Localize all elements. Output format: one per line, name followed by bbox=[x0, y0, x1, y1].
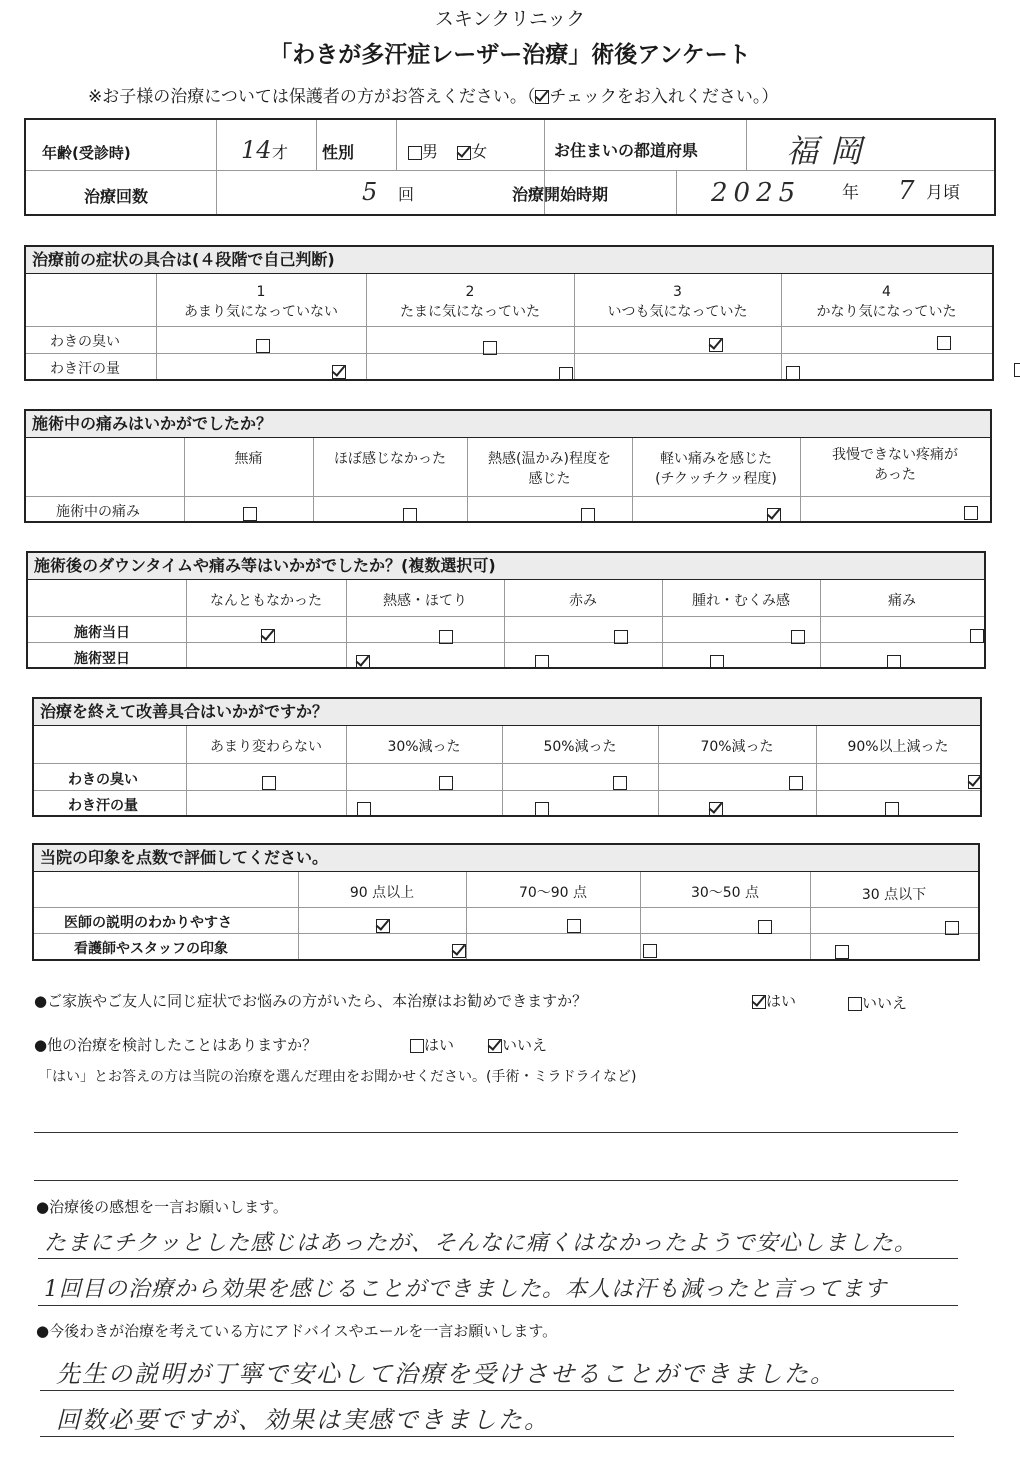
downtime-col2: 熱感・ほてり bbox=[383, 593, 467, 609]
pre-col4-label: かなり気になっていた bbox=[816, 304, 957, 320]
downtime-row-day1: 施術翌日 bbox=[74, 651, 130, 667]
rating-staff-3[interactable] bbox=[835, 945, 849, 959]
downtime-day0-5[interactable] bbox=[970, 629, 984, 643]
other-treatment-yes-checkbox[interactable] bbox=[410, 1039, 424, 1053]
pain-col5-a: 我慢できない疼痛が bbox=[832, 447, 958, 463]
improvement-col2: 30%減った bbox=[387, 739, 461, 755]
improvement-col5: 90%以上減った bbox=[847, 739, 949, 755]
pre-row-sweat: わき汗の量 bbox=[50, 361, 120, 377]
pre-col3-num: 3 bbox=[673, 284, 682, 300]
other-treatment-no-label: いいえ bbox=[502, 1036, 548, 1054]
pre-col3 bbox=[574, 282, 781, 322]
pre-col1-label: あまり気になっていない bbox=[184, 304, 338, 320]
improvement-col3: 50%減った bbox=[543, 739, 617, 755]
recommend-no-label: いいえ bbox=[862, 994, 908, 1012]
rating-title: 当院の印象を点数で評価してください。 bbox=[34, 845, 978, 872]
pain-col2-a: ほぼ感じなかった bbox=[334, 451, 446, 467]
improvement-odor-5[interactable] bbox=[968, 775, 982, 789]
prefecture-value[interactable]: 福岡 bbox=[786, 132, 875, 170]
female-checkbox[interactable] bbox=[457, 146, 471, 160]
impression-answer-1[interactable]: たまにチクッとした感じはあったが、そんなに痛くはなかったようで安心しました。 bbox=[44, 1231, 917, 1256]
advice-line-1 bbox=[40, 1390, 954, 1391]
pre-col2-label: たまに気になっていた bbox=[400, 304, 540, 320]
rating-doctor-3[interactable] bbox=[758, 920, 772, 934]
rating-col1: 90 点以上 bbox=[349, 885, 415, 901]
recommend-yes bbox=[752, 990, 796, 1011]
month-unit: 月頃 bbox=[926, 183, 960, 203]
pre-col1 bbox=[156, 282, 366, 322]
pre-col2-num: 2 bbox=[465, 284, 475, 300]
improvement-sweat-2[interactable] bbox=[535, 802, 549, 816]
improvement-sweat-1[interactable] bbox=[357, 802, 371, 816]
clinic-name: スキンクリニック bbox=[434, 8, 586, 30]
improvement-sweat-4[interactable] bbox=[885, 802, 899, 816]
pain-col4-b: (チクッチクッ程度) bbox=[655, 471, 777, 487]
pre-sweat-1[interactable] bbox=[332, 365, 346, 379]
rating-col4: 30 点以下 bbox=[861, 887, 927, 903]
start-year-value[interactable]: 2025 bbox=[711, 178, 802, 208]
age-unit: 才 bbox=[272, 143, 289, 162]
other-treatment-no bbox=[488, 1034, 547, 1055]
pain-4[interactable] bbox=[767, 508, 781, 522]
rating-doctor-1[interactable] bbox=[376, 919, 390, 933]
improvement-col4: 70%減った bbox=[700, 739, 774, 755]
rating-doctor-2[interactable] bbox=[567, 919, 581, 933]
pre-odor-3[interactable] bbox=[709, 338, 723, 352]
downtime-col5: 痛み bbox=[888, 593, 916, 609]
check-sample-icon bbox=[535, 90, 549, 104]
other-treatment-yes bbox=[410, 1034, 454, 1055]
female-label: 女 bbox=[471, 142, 488, 161]
instruction-note-text-after: チェックをお入れください。） bbox=[549, 87, 779, 107]
pain-col3-b: 感じた bbox=[528, 471, 571, 487]
survey-title: 「わきが多汗症レーザー治療」術後アンケート bbox=[269, 42, 751, 68]
recommend-yes-checkbox[interactable] bbox=[752, 995, 766, 1009]
impression-question: ●治療後の感想を一言お願いします。 bbox=[36, 1198, 288, 1216]
improvement-odor-1[interactable] bbox=[262, 776, 276, 790]
downtime-day1-1[interactable] bbox=[356, 655, 370, 669]
pain-5[interactable] bbox=[964, 506, 978, 520]
recommend-no bbox=[848, 992, 907, 1013]
recommend-question: ●ご家族やご友人に同じ症状でお悩みの方がいたら、本治療はお勧めできますか？ bbox=[34, 992, 588, 1010]
impression-answer-2[interactable]: 1回目の治療から効果を感じることができました。本人は汗も減ったと言ってます bbox=[44, 1277, 887, 1302]
pre-sweat-3[interactable] bbox=[786, 366, 800, 380]
other-treatment-yes-label: はい bbox=[424, 1036, 455, 1054]
recommend-yes-label: はい bbox=[766, 992, 797, 1010]
pre-col3-label: いつも気になっていた bbox=[607, 304, 748, 320]
improvement-sweat-3[interactable] bbox=[709, 802, 723, 816]
pain-col1 bbox=[184, 449, 313, 469]
improvement-title: 治療を終えて改善具合はいかがですか？ bbox=[34, 699, 980, 726]
pain-col2 bbox=[313, 449, 467, 469]
rating-doctor-4[interactable] bbox=[945, 921, 959, 935]
pain-1[interactable] bbox=[243, 507, 257, 521]
pre-col4-num: 4 bbox=[882, 284, 891, 300]
treatment-count-unit: 回 bbox=[398, 185, 415, 204]
treatment-count-label: 治療回数 bbox=[84, 187, 149, 206]
pre-sweat-4[interactable] bbox=[1014, 363, 1020, 377]
pre-col2 bbox=[366, 282, 574, 322]
male-label: 男 bbox=[422, 142, 439, 161]
rating-row-staff: 看護師やスタッフの印象 bbox=[74, 941, 228, 957]
pain-col5 bbox=[800, 445, 990, 485]
pain-col4 bbox=[632, 449, 800, 489]
advice-answer-2[interactable]: 回数必要ですが、効果は実感できました。 bbox=[56, 1406, 550, 1434]
male-checkbox[interactable] bbox=[408, 146, 422, 160]
basic-info-table bbox=[24, 118, 996, 216]
pre-odor-4[interactable] bbox=[937, 336, 951, 350]
start-date-label: 治療開始時期 bbox=[512, 185, 609, 204]
treatment-count-value[interactable]: 5 bbox=[362, 178, 378, 206]
downtime-day0-3[interactable] bbox=[614, 630, 628, 644]
rating-row-doctor: 医師の説明のわかりやすさ bbox=[64, 915, 232, 931]
pain-col3 bbox=[467, 449, 632, 489]
downtime-col3: 赤み bbox=[569, 593, 597, 609]
downtime-row-day0: 施術当日 bbox=[74, 625, 130, 641]
age-label: 年齢(受診時) bbox=[42, 144, 131, 162]
pre-odor-1[interactable] bbox=[256, 339, 270, 353]
pain-col4-a: 軽い痛みを感じた bbox=[660, 451, 772, 467]
improvement-odor-2[interactable] bbox=[439, 776, 453, 790]
year-unit: 年 bbox=[842, 183, 859, 203]
gender-label: 性別 bbox=[322, 143, 355, 162]
rating-section bbox=[32, 843, 980, 961]
pre-col4 bbox=[781, 282, 992, 322]
pain-during-section bbox=[24, 409, 992, 523]
downtime-title: 施術後のダウンタイムや痛み等はいかがでしたか？(複数選択可) bbox=[28, 553, 984, 580]
pre-symptom-section bbox=[24, 245, 994, 381]
advice-question: ●今後わきが治療を考えている方にアドバイスやエールを一言お願いします。 bbox=[36, 1322, 558, 1340]
downtime-col4: 腫れ・むくみ感 bbox=[692, 593, 790, 609]
start-month-value[interactable]: 7 bbox=[898, 176, 915, 206]
gender-options bbox=[408, 139, 487, 162]
downtime-day1-4[interactable] bbox=[887, 655, 901, 669]
pre-odor-2[interactable] bbox=[483, 341, 497, 355]
improvement-row-odor: わきの臭い bbox=[68, 772, 138, 788]
rating-col3: 30～50 点 bbox=[690, 885, 760, 901]
pain-col3-a: 熱感(温かみ)程度を bbox=[488, 451, 611, 467]
other-treatment-question: ●他の治療を検討したことはありますか？ bbox=[34, 1036, 318, 1054]
pre-row-odor: わきの臭い bbox=[50, 334, 120, 350]
impression-line-1 bbox=[38, 1258, 958, 1259]
downtime-section bbox=[26, 551, 986, 669]
pre-col1-num: 1 bbox=[256, 284, 266, 300]
pain-col5-b: あった bbox=[874, 467, 916, 483]
rating-staff-1[interactable] bbox=[452, 944, 466, 958]
pain-row: 施術中の痛み bbox=[56, 504, 140, 520]
pre-symptom-title: 治療前の症状の具合は(４段階で自己判断) bbox=[26, 247, 992, 274]
advice-line-2 bbox=[40, 1436, 954, 1437]
age-value[interactable]: 14 bbox=[241, 136, 272, 164]
impression-line-2 bbox=[38, 1305, 958, 1306]
rating-col2: 70～90 点 bbox=[518, 885, 588, 901]
improvement-section bbox=[32, 697, 982, 817]
instruction-note bbox=[88, 82, 778, 107]
recommend-no-checkbox[interactable] bbox=[848, 997, 862, 1011]
downtime-day0-2[interactable] bbox=[439, 630, 453, 644]
reason-line-2[interactable] bbox=[34, 1180, 958, 1181]
improvement-col1: あまり変わらない bbox=[210, 739, 322, 755]
other-treatment-no-checkbox[interactable] bbox=[488, 1039, 502, 1053]
rating-staff-2[interactable] bbox=[643, 944, 657, 958]
instruction-note-text: ※お子様の治療については保護者の方がお答えください。（ bbox=[88, 87, 536, 107]
downtime-col1: なんともなかった bbox=[210, 593, 322, 609]
downtime-day1-3[interactable] bbox=[710, 655, 724, 669]
pain-3[interactable] bbox=[581, 508, 595, 522]
improvement-odor-3[interactable] bbox=[613, 776, 627, 790]
prefecture-label: お住まいの都道府県 bbox=[554, 141, 699, 160]
pain-2[interactable] bbox=[403, 508, 417, 522]
downtime-day0-4[interactable] bbox=[791, 630, 805, 644]
other-treatment-note: 「はい」とお答えの方は当院の治療を選んだ理由をお聞かせください。(手術・ミラドライなど) bbox=[38, 1069, 637, 1085]
pain-during-title: 施術中の痛みはいかがでしたか？ bbox=[26, 411, 990, 438]
improvement-row-sweat: わき汗の量 bbox=[68, 798, 138, 814]
advice-answer-1[interactable]: 先生の説明が丁寧で安心して治療を受けさせることができました。 bbox=[56, 1360, 836, 1388]
downtime-day1-2[interactable] bbox=[535, 655, 549, 669]
improvement-odor-4[interactable] bbox=[789, 776, 803, 790]
pre-sweat-2[interactable] bbox=[559, 367, 573, 381]
reason-line-1[interactable] bbox=[34, 1132, 958, 1133]
downtime-day0-1[interactable] bbox=[261, 629, 275, 643]
pain-col1-a: 無痛 bbox=[234, 451, 263, 467]
